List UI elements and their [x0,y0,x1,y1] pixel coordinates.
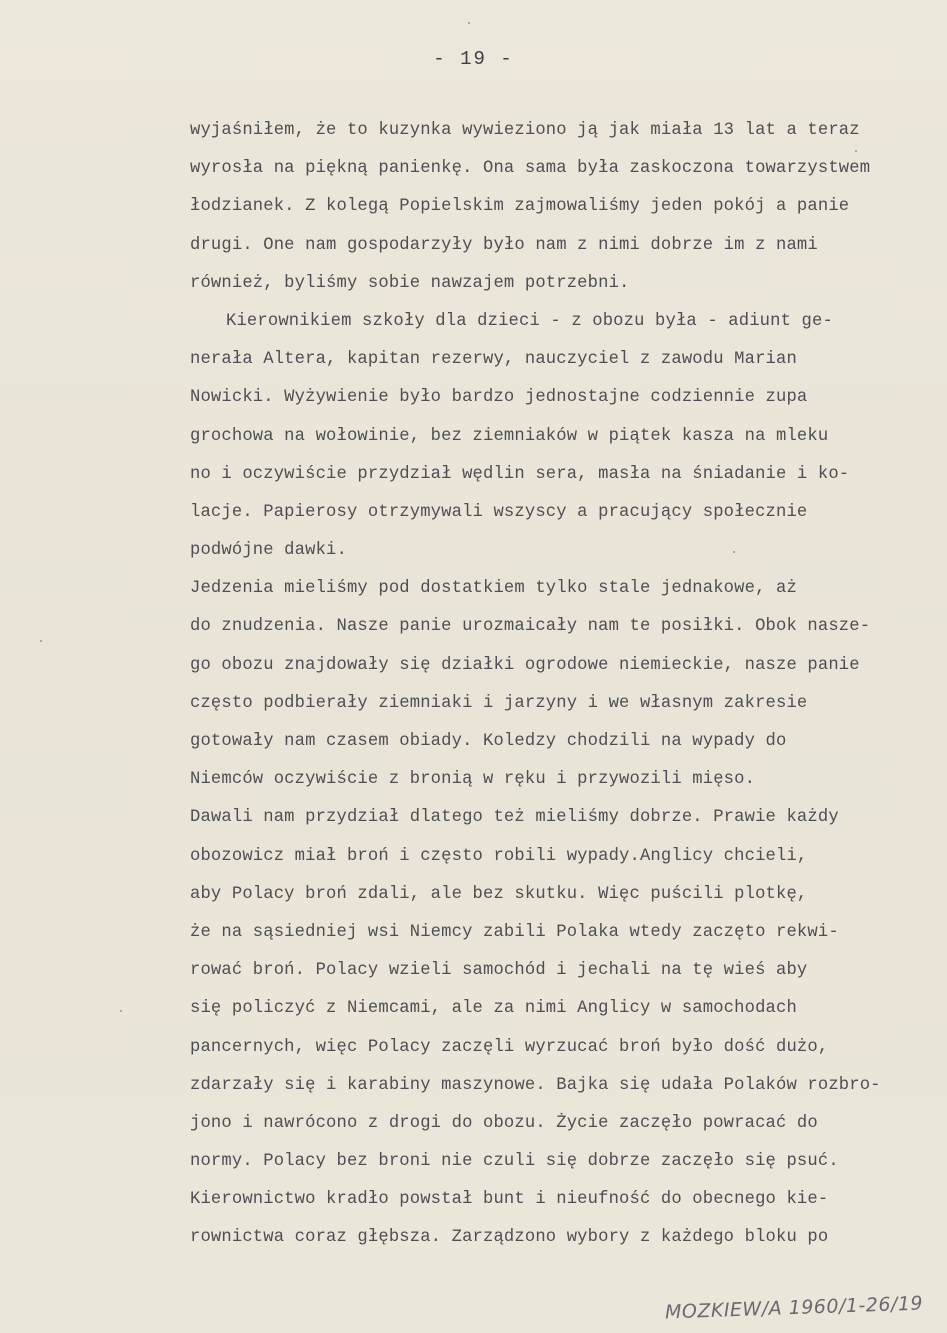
text-line: również, byliśmy sobie nawzajem potrzebni. [190,273,630,293]
text-line: Nowicki. Wyżywienie było bardzo jednostajne codziennie zupa [190,388,808,408]
text-line: Niemców oczywiście z bronią w ręku i przywozili mięso. [190,770,756,790]
text-line: lacje. Papierosy otrzymywali wszyscy a pracujący społecznie [190,502,808,522]
text-line: Dawali nam przydział dlatego też mieliśmy dobrze. Prawie każdy [190,808,839,828]
text-line: gotowały nam czasem obiady. Koledzy chodzili na wypady do [190,732,787,751]
body-text [190,112,935,1258]
page-number: - 19 - [433,48,514,70]
paper-speck [40,640,42,642]
text-line: nerała Altera, kapitan rezerwy, nauczyciel z zawodu Marian [190,350,797,370]
archive-reference-mark: MOZKIEW/A 1960/1-26/19 [664,1292,924,1324]
text-line: że na sąsiedniej wsi Niemcy zabili Polaka wtedy zaczęto rekwi- [190,922,839,942]
paper-speck [120,1010,122,1012]
text-line: rować broń. Polacy wzieli samochód i jechali na tę wieś aby [190,961,808,981]
text-line: wyjaśniłem, że to kuzynka wywieziono ją jak miała 13 lat a teraz [190,121,860,140]
text-line: się policzyć z Niemcami, ale za nimi Anglicy w samochodach [190,999,797,1019]
text-line: rownictwa coraz głębsza. Zarządzono wybory z każdego bloku po [190,1228,829,1248]
text-line: no i oczywiście przydział wędlin sera, masła na śniadanie i ko- [190,464,850,484]
text-line: łodzianek. Z kolegą Popielskim zajmowaliśmy jeden pokój a panie [190,197,850,217]
text-line: Kierownictwo kradło powstał bunt i nieufność do obecnego kie- [190,1190,829,1210]
text-line: pancernych, więc Polacy zaczęli wyrzucać broń było dość dużo, [190,1037,829,1057]
text-line: podwójne dawki. [190,541,347,561]
text-line: obozowicz miał broń i często robili wypady.Anglicy chcieli, [190,846,808,866]
text-line: Jedzenia mieliśmy pod dostatkiem tylko stale jednakowe, aż [190,579,797,599]
paper-speck [468,22,470,24]
text-line: go obozu znajdowały się działki ogrodowe niemieckie, nasze panie [190,655,860,675]
text-line: wyrosła na piękną panienkę. Ona sama była zaskoczona towarzystwem [190,159,871,179]
text-line: Kierownikiem szkoły dla dzieci - z obozu była - adiunt ge- [226,311,833,331]
text-line: drugi. One nam gospodarzyły było nam z nimi dobrze im z nami [190,235,818,255]
text-line: normy. Polacy bez broni nie czuli się dobrze zaczęło się psuć. [190,1152,839,1172]
text-line: grochowa na wołowinie, bez ziemniaków w piątek kasza na mleku [190,426,829,446]
text-line: jono i nawrócono z drogi do obozu. Życie zaczęło powracać do [190,1113,818,1133]
text-line: do znudzenia. Nasze panie urozmaicały nam te posiłki. Obok nasze- [190,617,871,637]
text-line: zdarzały się i karabiny maszynowe. Bajka się udała Polaków rozbro- [190,1075,881,1095]
text-line: aby Polacy broń zdali, ale bez skutku. Więc puścili plotkę, [190,884,808,904]
text-line: często podbierały ziemniaki i jarzyny i we własnym zakresie [190,693,808,713]
